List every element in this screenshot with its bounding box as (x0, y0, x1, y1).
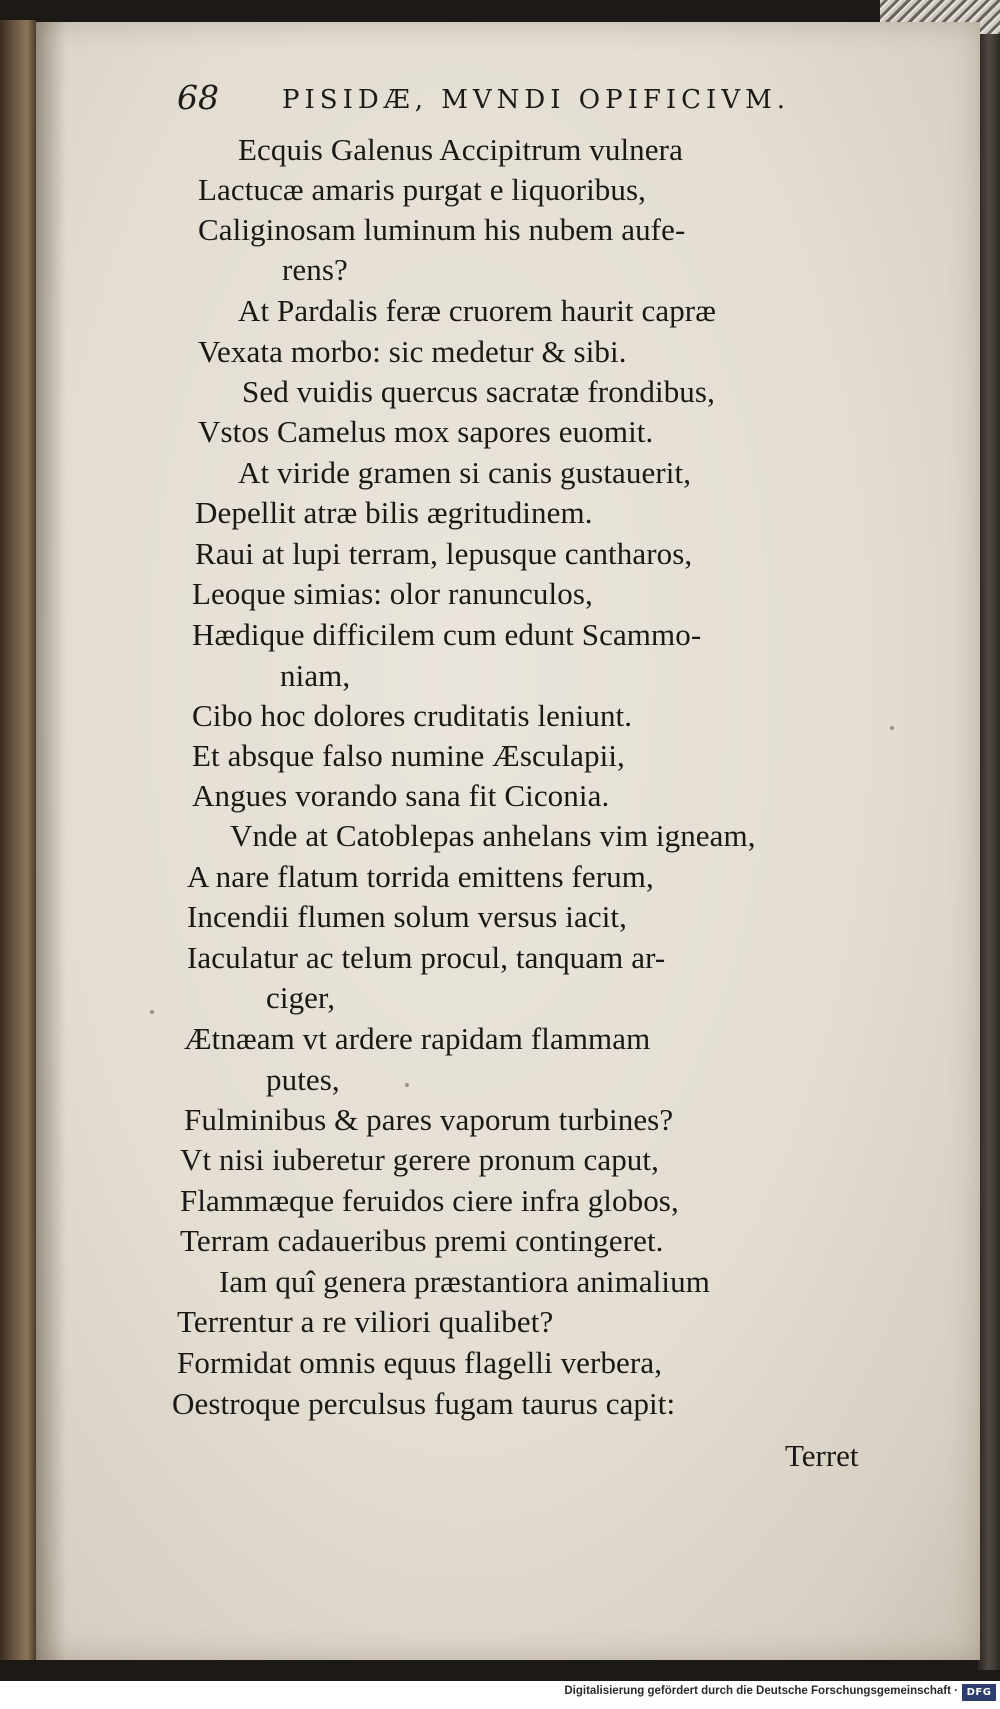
verse-line: Vstos Camelus mox sapores euomit. (198, 414, 654, 449)
verse-line: Formidat omnis equus flagelli verbera, (177, 1345, 663, 1380)
ink-speck (405, 1083, 409, 1087)
dfg-logo: DFG (962, 1684, 996, 1701)
verse-line: niam, (280, 658, 351, 693)
gutter-shadow (36, 22, 66, 1660)
verse-line: Leoque simias: olor ranunculos, (192, 576, 593, 611)
verse-line: Lactucæ amaris purgat e liquoribus, (198, 172, 647, 207)
ink-speck (150, 1010, 154, 1014)
verse-line: Terrentur a re viliori qualibet? (177, 1304, 554, 1339)
verse-line: Vnde at Catoblepas anhelans vim igneam, (230, 818, 756, 853)
verse-line: Hædique difficilem cum edunt Scammo- (192, 617, 702, 652)
verse-line: Vt nisi iuberetur gerere pronum caput, (180, 1142, 659, 1177)
page-number: 68 (177, 78, 219, 117)
verse-line: putes, (266, 1062, 340, 1097)
verse-line: ciger, (266, 980, 336, 1015)
verse-line: Caliginosam luminum his nubem aufe- (198, 212, 686, 247)
verse-line: Terram cadaueribus premi contingeret. (180, 1223, 664, 1258)
verse-line: A nare flatum torrida emittens ferum, (187, 859, 654, 894)
verse-line: Flammæque feruidos ciere infra globos, (180, 1183, 679, 1218)
left-book-board (0, 20, 36, 1660)
running-head: PISIDÆ, MVNDI OPIFICIVM. (282, 85, 790, 115)
verse-line: Raui at lupi terram, lepusque cantharos, (195, 536, 693, 571)
right-book-board (978, 0, 1000, 1670)
verse-line: Cibo hoc dolores cruditatis leniunt. (192, 698, 633, 733)
verse-line: Incendii flumen solum versus iacit, (187, 899, 627, 934)
verse-line: Iam quî genera præstantiora animalium (219, 1264, 710, 1299)
digitization-credit: Digitalisierung gefördert durch die Deutsche Forschungsgemeinschaft · (564, 1685, 958, 1697)
ink-speck (890, 726, 894, 730)
verse-line: Sed vuidis quercus sacratæ frondibus, (242, 374, 715, 409)
verse-line: Vexata morbo: sic medetur & sibi. (198, 334, 627, 369)
verse-line: Fulminibus & pares vaporum turbines? (184, 1102, 674, 1137)
verse-line: Iaculatur ac telum procul, tanquam ar- (187, 940, 666, 975)
verse-line: Et absque falso numine Æsculapii, (192, 738, 625, 773)
verse-line: Angues vorando sana fit Ciconia. (192, 778, 610, 813)
verse-line: Ecquis Galenus Accipitrum vulnera (238, 132, 683, 167)
verse-line: Oestroque perculsus fugam taurus capit: (172, 1386, 676, 1421)
verse-line: rens? (282, 252, 348, 287)
verse-line: Depellit atræ bilis ægritudinem. (195, 495, 593, 530)
page-header (177, 76, 917, 126)
verse-line: Ætnæam vt ardere rapidam flammam (184, 1021, 651, 1056)
catchword: Terret (785, 1438, 859, 1473)
verse-line: At viride gramen si canis gustauerit, (238, 455, 692, 490)
verse-line: At Pardalis feræ cruorem haurit capræ (238, 293, 717, 328)
